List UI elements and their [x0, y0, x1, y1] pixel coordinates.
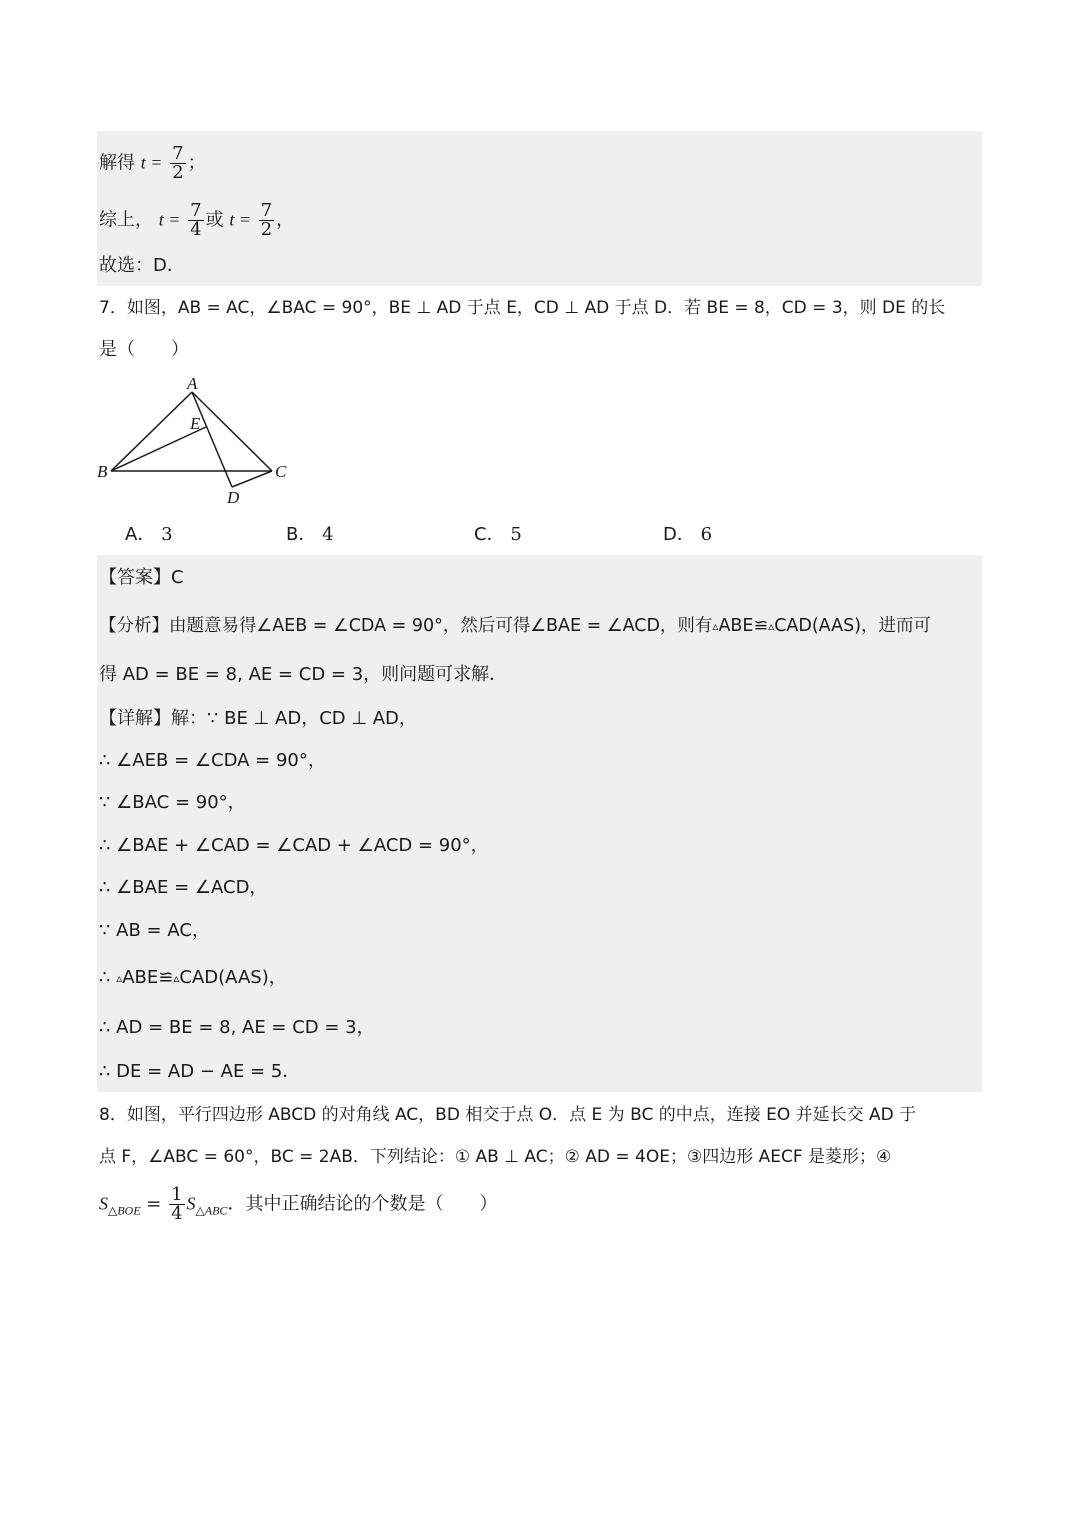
label-a: A [187, 375, 198, 393]
fraction: $\frac{7}{2}$ [260, 200, 273, 240]
fraction: $\frac{7}{4}$ [190, 200, 202, 240]
q7-text-line2: 是（ ） [99, 339, 189, 360]
detail-line3: ∵ ∠BAC = 90°， [99, 792, 246, 813]
detail-line8: ∴ AD = BE = 8, AE = CD = 3， [99, 1017, 375, 1038]
fraction: $\frac{1}{4}$ [171, 1184, 183, 1224]
option-c[interactable]: C． 5 [474, 524, 522, 545]
analysis-line1: 【分析】由题意易得∠AEB = ∠CDA = 90°，然后可得∠BAE = ∠ACD，则有▵ABE≌▵CAD(AAS)，进而可 [99, 616, 932, 636]
detail-line6: ∵ AB = AC， [99, 920, 210, 941]
detail-line4: ∴ ∠BAE + ∠CAD = ∠CAD + ∠ACD = 90°， [99, 835, 489, 856]
q7-text-line1: 7．如图，AB = AC，∠BAC = 90°，BE ⊥ AD 于点 E，CD ⊥ AD 于点 D．若 BE = 8，CD = 3，则 DE 的长 [99, 298, 946, 318]
label-c: C [275, 462, 287, 481]
detail-line9: ∴ DE = AD − AE = 5． [99, 1061, 301, 1082]
analysis-line2: 得 AD = BE = 8, AE = CD = 3，则问题可求解． [99, 664, 508, 685]
q8-text-line2: 点 F，∠ABC = 60°，BC = 2AB．下列结论：① AB ⊥ AC；② AD = 4OE；③四边形 AECF 是菱形；④ [99, 1147, 892, 1167]
answer-line: 【答案】C [99, 567, 184, 588]
label-d: D [227, 488, 240, 507]
detail-line2: ∴ ∠AEB = ∠CDA = 90°， [99, 750, 326, 771]
option-d[interactable]: D． 6 [663, 524, 713, 545]
solve-line: 解得 t = $\frac{7}{2}$ ； [99, 143, 206, 183]
summary-line: 综上， t = $\frac{7}{4}$ 或 t = $\frac{7}{2}$ ， [99, 200, 295, 240]
choice-line: 故选：D． [99, 255, 185, 276]
option-b[interactable]: B． 4 [286, 524, 334, 545]
detail-line5: ∴ ∠BAE = ∠ACD， [99, 877, 268, 898]
label-b: B [97, 462, 108, 481]
detail-line1: 【详解】解：∵ BE ⊥ AD，CD ⊥ AD， [99, 708, 417, 729]
q8-text-line1: 8．如图，平行四边形 ABCD 的对角线 AC，BD 相交于点 O．点 E 为 BC 的中点，连接 EO 并延长交 AD 于 [99, 1105, 917, 1125]
detail-line7: ∴ ▵ABE≌▵CAD(AAS)， [99, 967, 287, 988]
q8-text-line3: $S_{\triangle BOE}$ = $\frac{1}{4}$ $S_{\triangle ABC}$．其中正确结论的个数是（ ） [99, 1184, 498, 1224]
option-a[interactable]: A． 3 [125, 524, 173, 545]
label-e: E [190, 414, 201, 433]
q7-figure [95, 375, 295, 510]
fraction: $\frac{7}{2}$ [172, 143, 184, 183]
